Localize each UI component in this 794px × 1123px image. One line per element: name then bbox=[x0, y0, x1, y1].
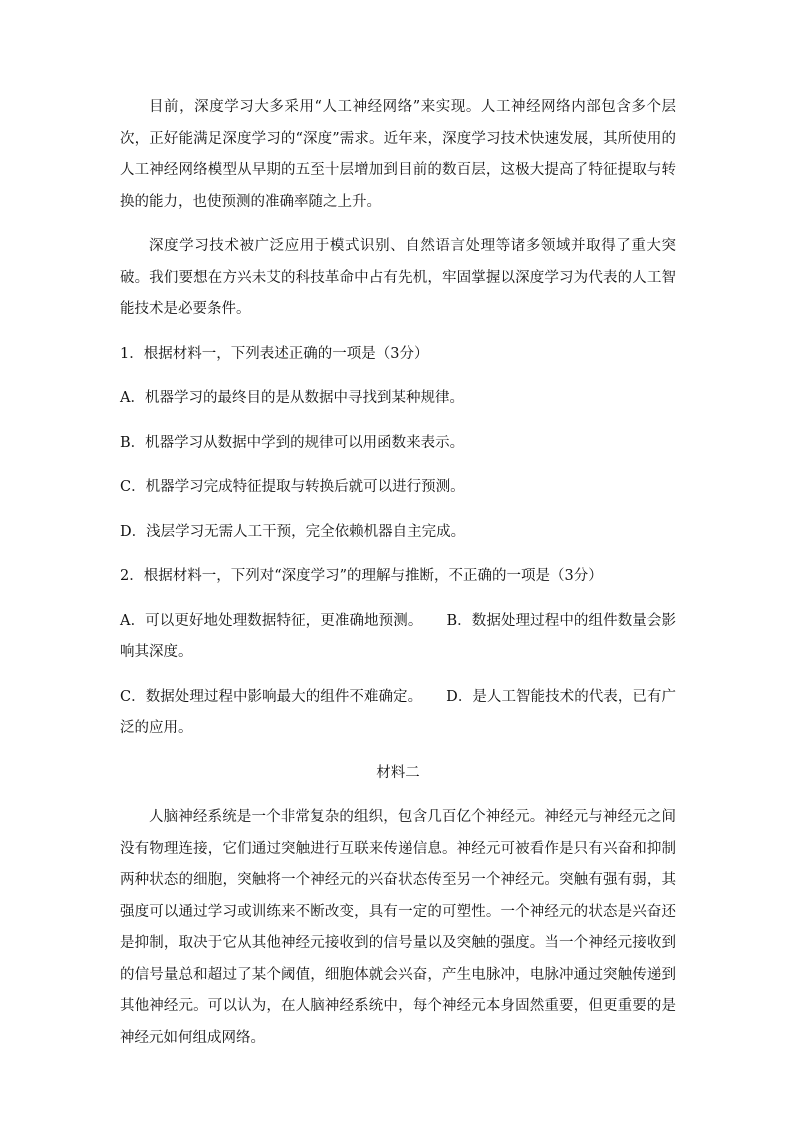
question-1-option-b: B．机器学习从数据中学到的规律可以用函数来表示。 bbox=[120, 434, 465, 451]
question-2-option-c: C．数据处理过程中影响最大的组件不难确定。 bbox=[120, 688, 423, 705]
material-two-paragraph-1: 人脑神经系统是一个非常复杂的组织，包含几百亿个神经元。神经元与神经元之间没有物理连接，它们通过突触进行互联来传递信息。神经元可被看作是只有兴奋和抑制两种状态的细胞，突触将一个神经元的兴奋状态传至另一个神经元。突触有强有弱，其强度可以通过学习或训练来不断改变，具有一定的可塑性。一个神经元的状态是兴奋还是抑制，取决于它从其他神经元接收到的信号量以及突触的强度。当一个神经元接收到的信号量总和超过了某个阈值，细胞体就会兴奋，产生电脉冲，电脉冲通过突触传递到其他神经元。可以认为，在人脑神经系统中，每个神经元本身固然重要，但更重要的是神经元如何组成网络。 bbox=[120, 809, 676, 1046]
question-1-option-c: C．机器学习完成特征提取与转换后就可以进行预测。 bbox=[120, 479, 465, 495]
question-1 bbox=[120, 339, 676, 549]
question-2-options-cd bbox=[120, 682, 676, 745]
question-1-option-d: D．浅层学习无需人工干预，完全依赖机器自主完成。 bbox=[120, 523, 466, 540]
question-1-option-a: A．机器学习的最终目的是从数据中寻找到某种规律。 bbox=[120, 390, 464, 406]
document-page bbox=[120, 92, 676, 1067]
material-two-title: 材料二 bbox=[376, 764, 420, 781]
question-1-stem: 1．根据材料一，下列表述正确的一项是（3分） bbox=[120, 345, 429, 362]
question-2-option-b: B．数据处理过程中的组件数量会影响其深度。 bbox=[120, 612, 676, 660]
question-2 bbox=[120, 561, 676, 745]
material-one-paragraph-2: 深度学习技术被广泛应用于模式识别、自然语言处理等诸多领域并取得了重大突破。我们要想在方兴未艾的科技革命中占有先机，牢固掌握以深度学习为代表的人工智能技术是必要条件。 bbox=[120, 238, 676, 317]
question-2-option-d: D．是人工智能技术的代表，已有广泛的应用。 bbox=[120, 688, 677, 736]
question-2-option-a: A．可以更好地处理数据特征，更准确地预测。 bbox=[120, 612, 423, 629]
question-2-stem: 2．根据材料一，下列对“深度学习”的理解与推断，不正确的一项是（3分） bbox=[120, 568, 603, 584]
material-one-paragraph-1: 目前，深度学习大多采用“人工神经网络”来实现。人工神经网络内部包含多个层次，正好能满足深度学习的“深度”需求。近年来，深度学习技术快速发展，其所使用的人工神经网络模型从早期的五至十层增加到目前的数百层，这极大提高了特征提取与转换的能力，也使预测的准确率随之上升。 bbox=[120, 99, 676, 210]
question-2-options-ab bbox=[120, 606, 676, 669]
